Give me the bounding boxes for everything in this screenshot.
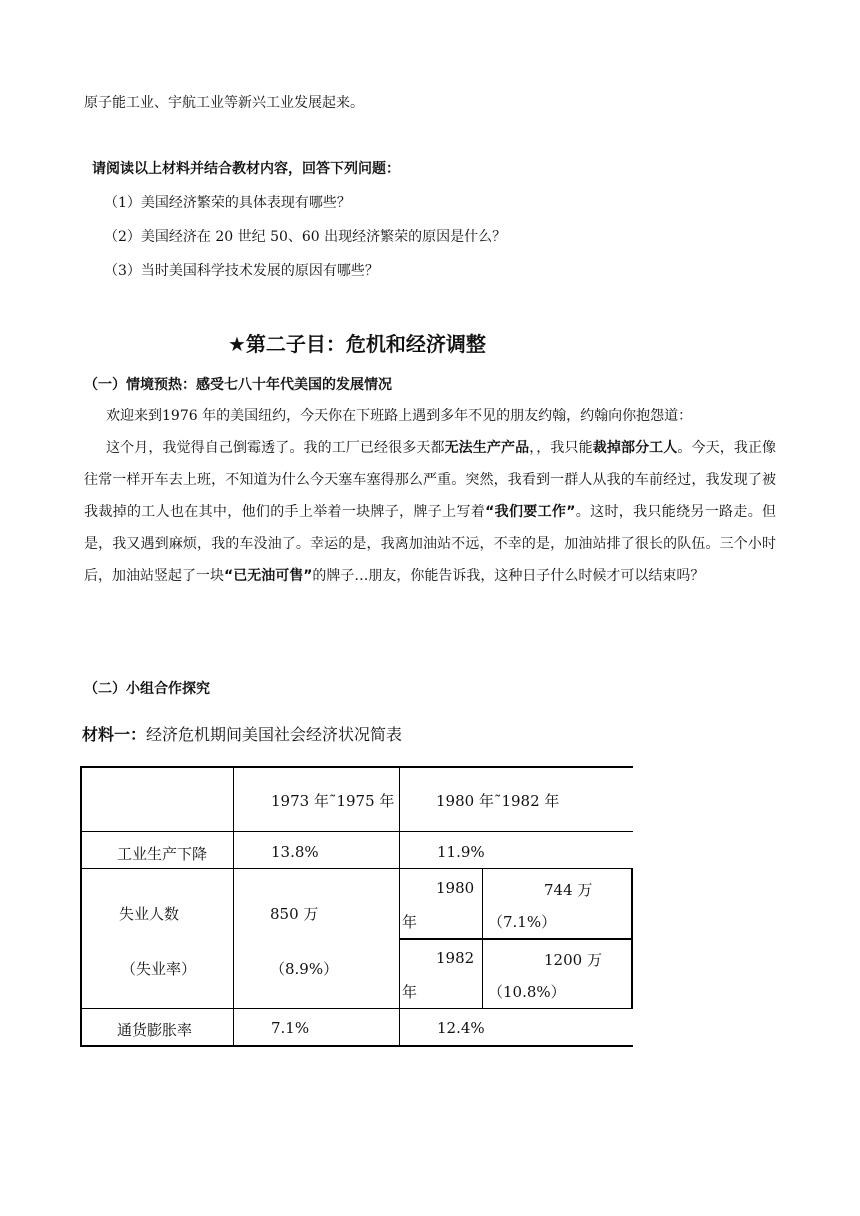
- table-cell-year: 1982: [436, 949, 475, 967]
- table-cell-value: 13.8%: [271, 843, 319, 861]
- question-2: （2）美国经济在 20 世纪 50、60 出现经济繁荣的原因是什么？: [104, 229, 507, 245]
- question-1: （1）美国经济繁荣的具体表现有哪些？: [104, 195, 351, 211]
- table-header-period-2: 1980 年˜1982 年: [436, 792, 560, 810]
- section-heading: ★第二子目：危机和经济调整: [228, 332, 486, 356]
- story-emphasis-1: 无法生产产品: [444, 440, 530, 456]
- scenario-intro: 欢迎来到1976 年的美国纽约，今天你在下班路上遇到多年不见的朋友约翰，约翰向你抱怨道：: [106, 408, 693, 424]
- story-text-2: ，，我只能: [529, 440, 593, 456]
- subsection-2-title: （二）小组合作探究: [84, 681, 210, 697]
- table-row-label-unemployed: 失业人数: [119, 905, 180, 923]
- material-label: 材料一：: [82, 725, 147, 744]
- story-emphasis-4: “已无油可售”: [224, 568, 313, 584]
- table-cell-year-unit: 年: [402, 913, 418, 931]
- table-cell-value: 12.4%: [437, 1019, 485, 1037]
- table-border: [482, 869, 483, 1008]
- story-text-3: 。今天，我正像往常一样开车去上班，不知道为什么今天塞车塞得那么严重。突然，我看到一群人从我的车前经过，我发现了被我裁掉的工人也在其中，他们的手上举着一块牌子，牌子上写着: [84, 440, 777, 520]
- story-paragraph: [84, 432, 776, 592]
- table-border: [80, 1008, 633, 1009]
- table-header-period-1: 1973 年˜1975 年: [271, 792, 395, 810]
- table-border: [233, 766, 234, 1047]
- table-cell-year-unit: 年: [402, 983, 418, 1001]
- intro-tail-text: 原子能工业、宇航工业等新兴工业发展起来。: [84, 95, 364, 111]
- table-row-label-industrial-decline: 工业生产下降: [117, 845, 208, 863]
- instruction-text: 请阅读以上材料并结合教材内容，回答下列问题：: [92, 161, 400, 177]
- table-cell-value: 1200 万: [544, 951, 602, 969]
- table-row-label-unemployment-rate: （失业率）: [121, 960, 197, 978]
- story-text-5: 的牌子…朋友，你能告诉我，这种日子什么时候才可以结束吗？: [312, 568, 705, 584]
- table-border: [80, 766, 82, 1047]
- table-border: [80, 1045, 633, 1047]
- table-cell-value: 7.1%: [271, 1019, 310, 1037]
- table-cell-value: 744 万: [544, 881, 593, 899]
- table-border: [80, 868, 633, 869]
- table-cell-value: 850 万: [270, 905, 319, 923]
- table-row-label-inflation: 通货膨胀率: [117, 1021, 193, 1039]
- material-caption: 经济危机期间美国社会经济状况简表: [146, 725, 403, 744]
- table-cell-value: （8.9%）: [270, 960, 339, 978]
- story-emphasis-2: 裁掉部分工人: [592, 440, 678, 456]
- table-border: [80, 766, 633, 768]
- subsection-1-title: （一）情境预热：感受七八十年代美国的发展情况: [84, 377, 392, 393]
- story-text-1: 这个月，我觉得自己倒霉透了。我的工厂已经很多天都: [106, 440, 445, 456]
- table-border: [80, 831, 633, 832]
- material-title: [82, 722, 402, 745]
- table-cell-year: 1980: [436, 879, 475, 897]
- question-3: （3）当时美国科学技术发展的原因有哪些？: [104, 263, 379, 279]
- table-cell-value: （7.1%）: [488, 913, 557, 931]
- table-border: [399, 766, 400, 1047]
- story-emphasis-3: “我们要工作”: [485, 504, 576, 520]
- table-border: [631, 869, 633, 1008]
- table-cell-value: 11.9%: [437, 843, 485, 861]
- table-cell-value: （10.8%）: [488, 983, 566, 1001]
- table-border: [400, 938, 632, 940]
- story-text-4: 。这时，我只能绕另一路走。但是，我又遇到麻烦，我的车没油了。幸运的是，我离加油站不远，不幸的是，加油站排了很长的队伍。三个小时后，加油站竖起了一块: [84, 504, 777, 584]
